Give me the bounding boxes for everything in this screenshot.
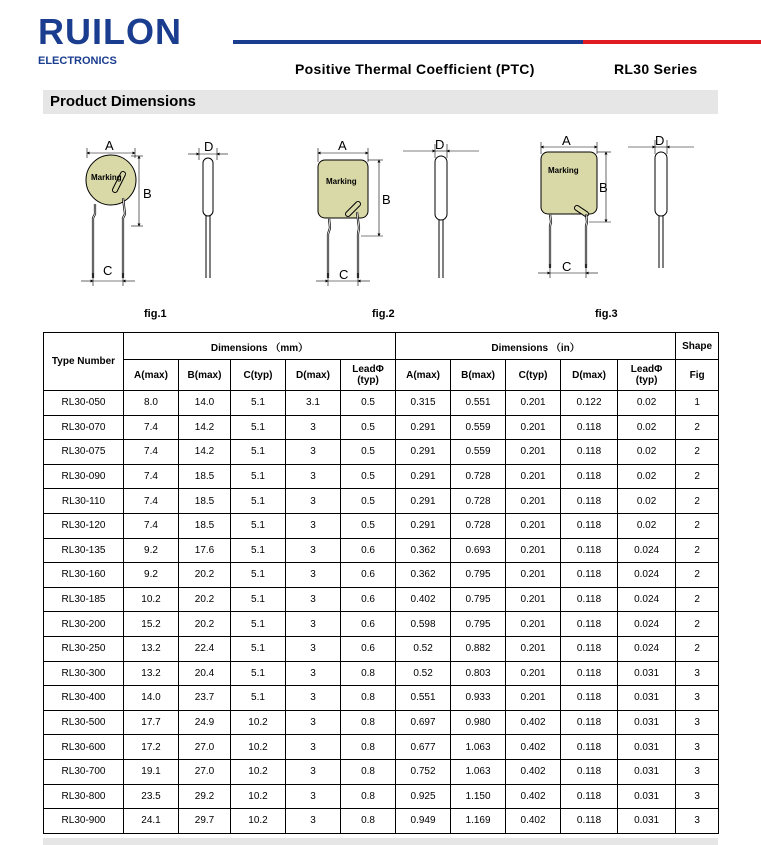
table-cell: 0.362	[396, 538, 451, 563]
table-cell: 0.118	[561, 440, 618, 465]
table-cell: 0.031	[618, 759, 676, 784]
table-cell: 0.8	[341, 710, 396, 735]
series-name: RL30 Series	[614, 61, 698, 77]
table-cell: 0.8	[341, 661, 396, 686]
fig1-label: fig.1	[144, 308, 167, 320]
page-header	[0, 0, 761, 88]
table-cell: 0.52	[396, 636, 451, 661]
table-cell: 13.2	[124, 636, 179, 661]
table-cell: 0.559	[451, 440, 506, 465]
next-section-bar	[43, 838, 718, 845]
fig2-drawing	[316, 137, 479, 286]
type-number-cell: RL30-200	[44, 612, 124, 637]
table-cell: 3	[286, 759, 341, 784]
table-cell: 10.2	[231, 710, 286, 735]
brand-subtitle: ELECTRONICS	[38, 55, 117, 67]
fig2-dim-a: A	[338, 138, 347, 153]
table-cell: 0.201	[506, 489, 561, 514]
table-cell: 0.201	[506, 464, 561, 489]
type-number-cell: RL30-075	[44, 440, 124, 465]
table-cell: 7.4	[124, 440, 179, 465]
col-lead-mm	[341, 360, 396, 391]
table-cell: 3	[286, 612, 341, 637]
table-cell: 3	[286, 636, 341, 661]
table-cell: 3	[286, 661, 341, 686]
table-cell: 20.2	[179, 612, 231, 637]
table-cell: 0.201	[506, 661, 561, 686]
table-row	[44, 710, 719, 735]
table-cell: 0.402	[506, 784, 561, 809]
table-row	[44, 391, 719, 416]
table-row	[44, 735, 719, 760]
type-number-cell: RL30-185	[44, 587, 124, 612]
table-cell: 19.1	[124, 759, 179, 784]
table-row	[44, 513, 719, 538]
table-body	[44, 391, 719, 834]
table-cell: 24.9	[179, 710, 231, 735]
table-cell: 20.2	[179, 587, 231, 612]
table-cell: 0.031	[618, 661, 676, 686]
table-cell: 3.1	[286, 391, 341, 416]
table-cell: 0.201	[506, 686, 561, 711]
table-cell: 0.118	[561, 735, 618, 760]
col-lead-in	[618, 360, 676, 391]
table-cell: 0.5	[341, 464, 396, 489]
type-number-header: Type Number	[44, 333, 124, 391]
table-cell: 5.1	[231, 489, 286, 514]
table-cell: 0.118	[561, 710, 618, 735]
table-cell: 7.4	[124, 513, 179, 538]
type-number-cell: RL30-160	[44, 563, 124, 588]
table-cell: 23.7	[179, 686, 231, 711]
table-cell: 10.2	[124, 587, 179, 612]
header-rule-blue	[233, 40, 583, 44]
table-cell: 0.5	[341, 489, 396, 514]
table-cell: 0.980	[451, 710, 506, 735]
type-number-cell: RL30-900	[44, 809, 124, 834]
table-row	[44, 809, 719, 834]
table-cell: 0.118	[561, 661, 618, 686]
table-cell: 0.697	[396, 710, 451, 735]
table-cell: 0.02	[618, 489, 676, 514]
table-cell: 0.02	[618, 440, 676, 465]
table-cell: 0.201	[506, 513, 561, 538]
table-cell: 0.5	[341, 415, 396, 440]
table-cell: 23.5	[124, 784, 179, 809]
table-row	[44, 587, 719, 612]
table-cell: 13.2	[124, 661, 179, 686]
table-cell: 0.201	[506, 538, 561, 563]
type-number-cell: RL30-800	[44, 784, 124, 809]
table-cell: 0.024	[618, 563, 676, 588]
table-cell: 5.1	[231, 538, 286, 563]
table-cell: 3	[286, 809, 341, 834]
table-cell: 0.201	[506, 415, 561, 440]
table-cell: 2	[676, 563, 719, 588]
table-cell: 0.02	[618, 391, 676, 416]
table-cell: 3	[286, 587, 341, 612]
table-cell: 0.6	[341, 612, 396, 637]
section-title: Product Dimensions	[50, 93, 196, 110]
table-cell: 5.1	[231, 686, 286, 711]
table-cell: 0.201	[506, 391, 561, 416]
fig2-dim-d: D	[435, 137, 445, 152]
col-c-in: C(typ)	[506, 360, 561, 391]
table-cell: 3	[286, 563, 341, 588]
table-cell: 0.559	[451, 415, 506, 440]
table-cell: 0.882	[451, 636, 506, 661]
type-number-cell: RL30-135	[44, 538, 124, 563]
table-row	[44, 440, 719, 465]
table-cell: 0.402	[506, 735, 561, 760]
table-cell: 5.1	[231, 391, 286, 416]
fig3-marking: Marking	[548, 166, 579, 175]
col-a-in: A(max)	[396, 360, 451, 391]
type-number-cell: RL30-500	[44, 710, 124, 735]
table-cell: 0.031	[618, 686, 676, 711]
table-cell: 10.2	[231, 809, 286, 834]
table-cell: 0.8	[341, 735, 396, 760]
section-heading	[43, 90, 718, 114]
table-cell: 0.677	[396, 735, 451, 760]
table-cell: 0.118	[561, 489, 618, 514]
table-cell: 0.118	[561, 759, 618, 784]
fig3-dim-b: B	[599, 180, 608, 195]
table-row	[44, 759, 719, 784]
table-cell: 0.795	[451, 563, 506, 588]
table-cell: 3	[286, 735, 341, 760]
table-cell: 7.4	[124, 415, 179, 440]
table-cell: 0.8	[341, 759, 396, 784]
table-row	[44, 636, 719, 661]
document-title: Positive Thermal Coefficient (PTC)	[295, 61, 535, 77]
table-cell: 0.031	[618, 809, 676, 834]
table-cell: 5.1	[231, 440, 286, 465]
table-cell: 0.201	[506, 587, 561, 612]
table-cell: 0.118	[561, 464, 618, 489]
table-cell: 5.1	[231, 587, 286, 612]
table-cell: 27.0	[179, 759, 231, 784]
table-cell: 0.201	[506, 563, 561, 588]
table-cell: 0.118	[561, 784, 618, 809]
table-cell: 0.6	[341, 563, 396, 588]
fig-header: Fig	[676, 360, 719, 391]
col-b-mm: B(max)	[179, 360, 231, 391]
table-cell: 0.8	[341, 784, 396, 809]
table-row	[44, 563, 719, 588]
table-cell: 29.2	[179, 784, 231, 809]
brand-logo: RUILON	[38, 11, 182, 52]
type-number-cell: RL30-600	[44, 735, 124, 760]
table-cell: 17.6	[179, 538, 231, 563]
type-number-cell: RL30-070	[44, 415, 124, 440]
table-row	[44, 686, 719, 711]
table-row	[44, 489, 719, 514]
table-cell: 0.024	[618, 636, 676, 661]
fig2-dim-c: C	[339, 267, 349, 282]
table-cell: 18.5	[179, 464, 231, 489]
table-cell: 5.1	[231, 464, 286, 489]
col-d-in: D(max)	[561, 360, 618, 391]
col-b-in: B(max)	[451, 360, 506, 391]
col-d-mm: D(max)	[286, 360, 341, 391]
table-cell: 2	[676, 612, 719, 637]
table-cell: 0.8	[341, 809, 396, 834]
lead-typ-label: (typ)	[635, 375, 658, 386]
type-number-cell: RL30-700	[44, 759, 124, 784]
table-cell: 3	[286, 686, 341, 711]
table-cell: 9.2	[124, 563, 179, 588]
table-row	[44, 661, 719, 686]
table-cell: 0.728	[451, 513, 506, 538]
table-cell: 0.201	[506, 440, 561, 465]
table-cell: 3	[676, 735, 719, 760]
table-cell: 0.598	[396, 612, 451, 637]
type-number-cell: RL30-090	[44, 464, 124, 489]
col-a-mm: A(max)	[124, 360, 179, 391]
table-cell: 0.291	[396, 464, 451, 489]
table-cell: 0.402	[506, 710, 561, 735]
table-cell: 10.2	[231, 759, 286, 784]
table-cell: 3	[286, 513, 341, 538]
table-cell: 0.795	[451, 587, 506, 612]
fig1-drawing	[81, 138, 228, 286]
table-cell: 0.402	[506, 809, 561, 834]
fig1-dim-b: B	[143, 186, 152, 201]
lead-label: LeadΦ	[352, 364, 384, 375]
type-number-cell: RL30-400	[44, 686, 124, 711]
table-cell: 0.291	[396, 415, 451, 440]
table-cell: 0.118	[561, 563, 618, 588]
table-cell: 0.315	[396, 391, 451, 416]
table-cell: 3	[286, 440, 341, 465]
table-cell: 0.118	[561, 636, 618, 661]
table-cell: 0.201	[506, 636, 561, 661]
table-cell: 0.118	[561, 612, 618, 637]
table-cell: 5.1	[231, 636, 286, 661]
table-cell: 0.201	[506, 612, 561, 637]
table-cell: 14.2	[179, 415, 231, 440]
table-cell: 0.5	[341, 391, 396, 416]
table-cell: 0.8	[341, 686, 396, 711]
table-cell: 20.4	[179, 661, 231, 686]
dimensions-in-header: Dimensions （in）	[396, 333, 676, 360]
table-cell: 0.949	[396, 809, 451, 834]
type-number-cell: RL30-250	[44, 636, 124, 661]
table-row	[44, 415, 719, 440]
table-cell: 9.2	[124, 538, 179, 563]
fig1-marking: Marking	[91, 173, 122, 182]
table-cell: 0.5	[341, 513, 396, 538]
dimensions-table	[43, 332, 719, 834]
table-cell: 0.118	[561, 538, 618, 563]
table-row	[44, 612, 719, 637]
table-cell: 0.551	[396, 686, 451, 711]
type-number-cell: RL30-300	[44, 661, 124, 686]
table-cell: 0.752	[396, 759, 451, 784]
table-cell: 0.693	[451, 538, 506, 563]
table-cell: 1.169	[451, 809, 506, 834]
table-cell: 10.2	[231, 784, 286, 809]
col-c-mm: C(typ)	[231, 360, 286, 391]
table-cell: 2	[676, 636, 719, 661]
table-cell: 2	[676, 538, 719, 563]
table-cell: 0.362	[396, 563, 451, 588]
table-cell: 17.2	[124, 735, 179, 760]
dimension-figures	[43, 118, 718, 328]
fig2-label: fig.2	[372, 308, 395, 320]
table-cell: 1.150	[451, 784, 506, 809]
table-cell: 0.6	[341, 587, 396, 612]
table-cell: 0.02	[618, 464, 676, 489]
table-cell: 7.4	[124, 489, 179, 514]
table-cell: 0.933	[451, 686, 506, 711]
table-cell: 24.1	[124, 809, 179, 834]
dimension-drawings	[43, 118, 718, 328]
table-cell: 0.402	[396, 587, 451, 612]
table-cell: 22.4	[179, 636, 231, 661]
table-row	[44, 464, 719, 489]
header-rule-red	[583, 40, 761, 44]
table-cell: 2	[676, 440, 719, 465]
dimensions-mm-header: Dimensions （mm）	[124, 333, 396, 360]
table-cell: 3	[286, 415, 341, 440]
table-cell: 3	[676, 661, 719, 686]
table-cell: 3	[676, 809, 719, 834]
type-number-cell: RL30-120	[44, 513, 124, 538]
table-cell: 0.925	[396, 784, 451, 809]
table-cell: 0.5	[341, 440, 396, 465]
table-cell: 10.2	[231, 735, 286, 760]
table-cell: 0.6	[341, 538, 396, 563]
table-cell: 0.803	[451, 661, 506, 686]
table-cell: 3	[286, 464, 341, 489]
table-cell: 14.0	[124, 686, 179, 711]
table-cell: 0.402	[506, 759, 561, 784]
table-cell: 0.728	[451, 464, 506, 489]
fig3-dim-a: A	[562, 133, 571, 148]
table-cell: 0.031	[618, 784, 676, 809]
table-cell: 20.2	[179, 563, 231, 588]
table-cell: 0.728	[451, 489, 506, 514]
table-cell: 1	[676, 391, 719, 416]
table-cell: 0.024	[618, 538, 676, 563]
lead-typ-label: (typ)	[357, 375, 379, 386]
table-cell: 7.4	[124, 464, 179, 489]
table-cell: 5.1	[231, 415, 286, 440]
table-cell: 0.795	[451, 612, 506, 637]
table-cell: 2	[676, 464, 719, 489]
fig3-dim-c: C	[562, 259, 572, 274]
table-cell: 0.02	[618, 513, 676, 538]
table-cell: 17.7	[124, 710, 179, 735]
lead-label: LeadΦ	[630, 364, 663, 375]
fig3-dim-d: D	[655, 133, 665, 148]
fig1-dim-c: C	[103, 263, 113, 278]
table-cell: 2	[676, 415, 719, 440]
table-cell: 0.291	[396, 440, 451, 465]
fig3-drawing	[538, 133, 694, 278]
table-cell: 5.1	[231, 563, 286, 588]
table-cell: 5.1	[231, 661, 286, 686]
table-cell: 0.6	[341, 636, 396, 661]
table-cell: 18.5	[179, 489, 231, 514]
fig2-dim-b: B	[382, 192, 391, 207]
table-cell: 0.122	[561, 391, 618, 416]
table-cell: 14.2	[179, 440, 231, 465]
table-cell: 5.1	[231, 612, 286, 637]
table-cell: 3	[286, 784, 341, 809]
table-cell: 15.2	[124, 612, 179, 637]
fig1-dim-a: A	[105, 138, 114, 153]
table-cell: 0.118	[561, 686, 618, 711]
table-cell: 0.024	[618, 612, 676, 637]
table-cell: 0.024	[618, 587, 676, 612]
table-cell: 0.52	[396, 661, 451, 686]
table-cell: 1.063	[451, 759, 506, 784]
type-number-cell: RL30-110	[44, 489, 124, 514]
table-cell: 3	[676, 759, 719, 784]
shape-header: Shape	[676, 333, 719, 360]
table-cell: 5.1	[231, 513, 286, 538]
table-cell: 0.02	[618, 415, 676, 440]
table-cell: 0.118	[561, 415, 618, 440]
table-cell: 0.551	[451, 391, 506, 416]
table-cell: 0.118	[561, 513, 618, 538]
table-row	[44, 538, 719, 563]
table-cell: 0.031	[618, 735, 676, 760]
table-cell: 27.0	[179, 735, 231, 760]
table-cell: 14.0	[179, 391, 231, 416]
table-cell: 3	[286, 710, 341, 735]
table-cell: 0.291	[396, 489, 451, 514]
table-cell: 3	[676, 784, 719, 809]
type-number-cell: RL30-050	[44, 391, 124, 416]
table-cell: 0.118	[561, 809, 618, 834]
table-cell: 3	[286, 489, 341, 514]
table-row	[44, 784, 719, 809]
table-cell: 3	[286, 538, 341, 563]
fig1-dim-d: D	[204, 139, 214, 154]
fig2-marking: Marking	[326, 177, 357, 186]
table-cell: 2	[676, 513, 719, 538]
table-cell: 18.5	[179, 513, 231, 538]
table-cell: 2	[676, 587, 719, 612]
table-cell: 1.063	[451, 735, 506, 760]
table-cell: 2	[676, 489, 719, 514]
table-cell: 0.291	[396, 513, 451, 538]
table-cell: 29.7	[179, 809, 231, 834]
table-cell: 0.031	[618, 710, 676, 735]
table-cell: 0.118	[561, 587, 618, 612]
table-cell: 3	[676, 710, 719, 735]
fig3-label: fig.3	[595, 308, 618, 320]
table-cell: 3	[676, 686, 719, 711]
table-cell: 8.0	[124, 391, 179, 416]
